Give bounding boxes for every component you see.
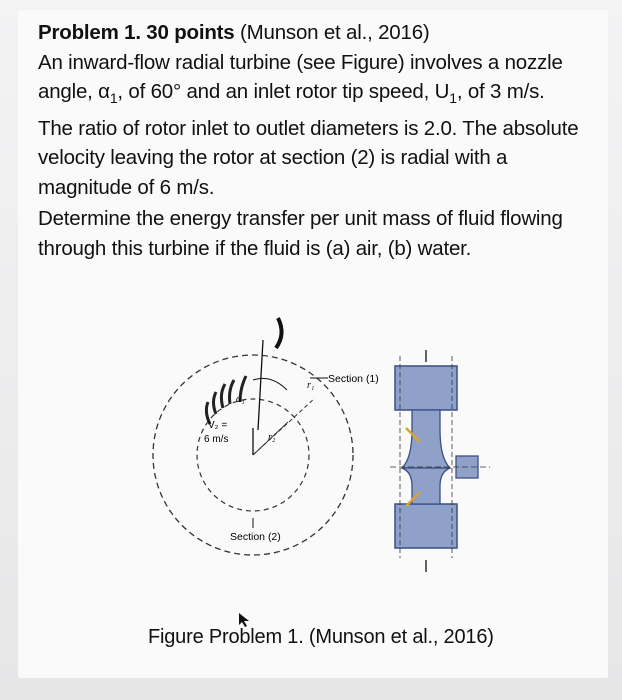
v2-label: V₂ = [208, 420, 228, 431]
p1-line-5: magnitude of 6 m/s. [38, 175, 215, 199]
turbine-side-view [390, 350, 490, 572]
p1-line-3: The ratio of rotor inlet to outlet diameters is 2.0. The absolute [38, 116, 579, 140]
problem-text [38, 18, 598, 263]
p1-line-2a: angle, α [38, 80, 110, 103]
r2-label: r₂ [268, 432, 276, 443]
rotation-arc [253, 378, 287, 390]
inlet-flow-arrow [276, 318, 282, 348]
p1-u-subscript: 1 [449, 90, 457, 107]
figure-caption: Figure Problem 1. (Munson et al., 2016) [148, 626, 494, 648]
inlet-velocity-line [258, 340, 263, 430]
problem-paragraph-1 [38, 48, 598, 203]
p2-line-1: Determine the energy transfer per unit mass of fluid flowing [38, 207, 563, 231]
p1-line-1: An inward-flow radial turbine (see Figure) involves a nozzle [38, 50, 563, 74]
turbine-figure [150, 310, 490, 600]
p1-alpha-subscript: 1 [109, 90, 118, 107]
p2-line-2: through this turbine if the fluid is (a) air, (b) water. [38, 236, 472, 260]
v2-value-label: 6 m/s [204, 434, 229, 445]
p1-line-4: velocity leaving the rotor at section (2) is radial with a [38, 146, 508, 170]
r1-label: r₁ [307, 380, 315, 391]
p1-line-2c: , of 3 m/s. [456, 80, 545, 103]
problem-source: (Munson et al., 2016) [240, 21, 430, 44]
alpha-label: α₁ [236, 394, 245, 405]
problem-heading [38, 18, 598, 48]
problem-title: Problem 1. 30 points [38, 21, 235, 44]
p1-line-2b: , of 60° and an inlet rotor tip speed, U [117, 80, 450, 103]
problem-paragraph-2 [38, 204, 598, 263]
section-2-label: Section (2) [230, 531, 281, 543]
section-1-label: Section (1) [328, 373, 379, 385]
